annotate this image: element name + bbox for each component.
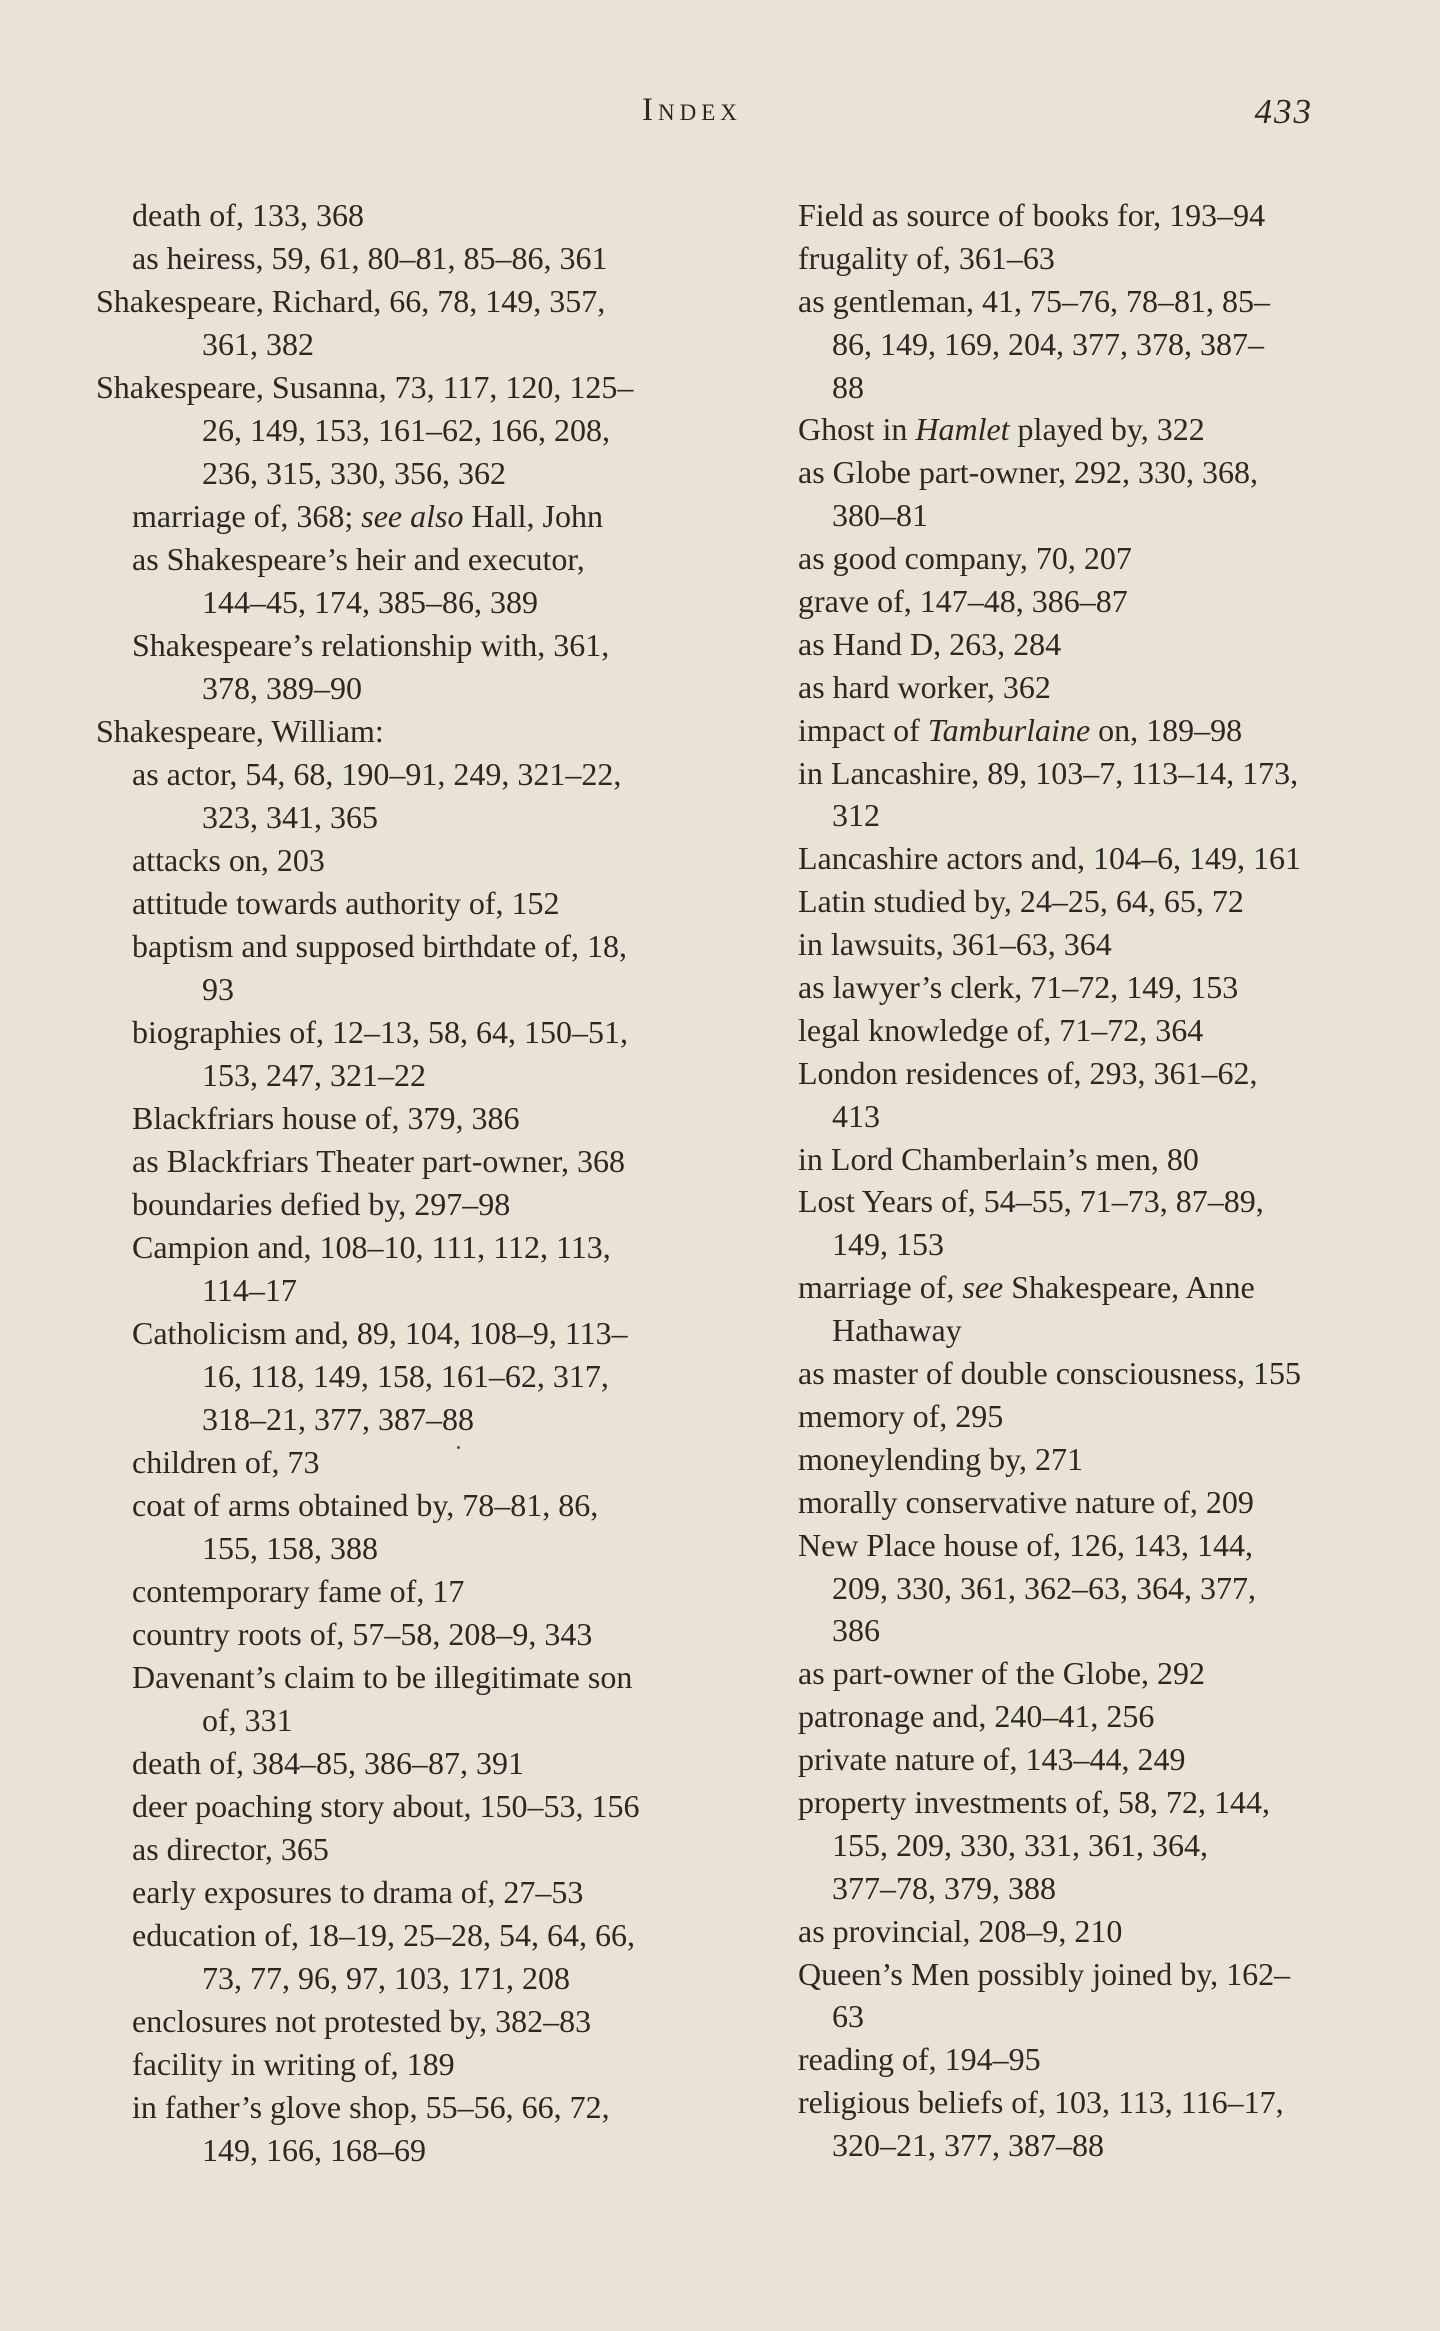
- index-subentry: private nature of, 143–44, 249: [798, 1741, 1186, 1778]
- index-continuation: 380–81: [832, 497, 928, 534]
- index-subentry: Catholicism and, 89, 104, 108–9, 113–: [132, 1315, 628, 1351]
- index-subentry: as part-owner of the Globe, 292: [798, 1655, 1205, 1692]
- index-text: marriage of, 368;: [132, 498, 362, 534]
- index-subentry: property investments of, 58, 72, 144,: [798, 1783, 1270, 1820]
- index-subentry: religious beliefs of, 103, 113, 116–17,: [798, 2084, 1284, 2121]
- index-italic-text: Hamlet: [915, 411, 1010, 448]
- index-continuation: 361, 382: [202, 326, 314, 362]
- index-subentry: Shakespeare’s relationship with, 361,: [132, 627, 610, 663]
- index-continuation: 377–78, 379, 388: [832, 1869, 1056, 1906]
- index-heading: Shakespeare, William:: [96, 713, 384, 749]
- index-text: marriage of,: [798, 1269, 963, 1306]
- index-subentry: as Shakespeare’s heir and executor,: [132, 541, 585, 577]
- index-subentry: Davenant’s claim to be illegitimate son: [132, 1659, 633, 1695]
- index-subentry: country roots of, 57–58, 208–9, 343: [132, 1616, 593, 1652]
- index-subentry: legal knowledge of, 71–72, 364: [798, 1011, 1204, 1048]
- index-subentry: deer poaching story about, 150–53, 156: [132, 1788, 640, 1824]
- index-subentry: baptism and supposed birthdate of, 18,: [132, 928, 628, 964]
- index-continuation: 153, 247, 321–22: [202, 1057, 426, 1093]
- index-subentry: facility in writing of, 189: [132, 2046, 455, 2082]
- index-subentry: in lawsuits, 361–63, 364: [798, 926, 1112, 963]
- index-subentry: New Place house of, 126, 143, 144,: [798, 1526, 1254, 1563]
- index-text: impact of: [798, 711, 928, 748]
- index-subentry: death of, 384–85, 386–87, 391: [132, 1745, 524, 1781]
- index-continuation: 209, 330, 361, 362–63, 364, 377,: [832, 1569, 1256, 1606]
- index-continuation: 155, 209, 330, 331, 361, 364,: [832, 1826, 1208, 1863]
- index-subentry: death of, 133, 368: [132, 197, 364, 233]
- index-text: on, 189–98: [1090, 711, 1243, 748]
- index-subentry: early exposures to drama of, 27–53: [132, 1874, 584, 1910]
- index-heading: Shakespeare, Richard, 66, 78, 149, 357,: [96, 283, 606, 319]
- index-continuation: 320–21, 377, 387–88: [832, 2127, 1104, 2164]
- index-continuation: 86, 149, 169, 204, 377, 378, 387–: [832, 325, 1264, 362]
- index-subentry: education of, 18–19, 25–28, 54, 64, 66,: [132, 1917, 636, 1953]
- index-subentry: as good company, 70, 207: [798, 540, 1132, 577]
- index-subentry: Queen’s Men possibly joined by, 162–: [798, 1955, 1291, 1992]
- index-continuation: 413: [832, 1097, 880, 1134]
- index-text: Ghost in: [798, 411, 916, 448]
- index-subentry: as master of double consciousness, 155: [798, 1355, 1302, 1392]
- index-subentry: memory of, 295: [798, 1397, 1004, 1434]
- print-speck: [457, 1446, 460, 1449]
- index-subentry: as actor, 54, 68, 190–91, 249, 321–22,: [132, 756, 622, 792]
- index-continuation: 386: [832, 1612, 880, 1649]
- index-subentry: as Globe part-owner, 292, 330, 368,: [798, 454, 1258, 491]
- index-subentry: coat of arms obtained by, 78–81, 86,: [132, 1487, 599, 1523]
- index-subentry: moneylending by, 271: [798, 1440, 1083, 1477]
- index-subentry: attacks on, 203: [132, 842, 325, 878]
- index-subentry: grave of, 147–48, 386–87: [798, 583, 1128, 620]
- index-subentry: boundaries defied by, 297–98: [132, 1186, 511, 1222]
- index-subentry: as director, 365: [132, 1831, 329, 1867]
- index-subentry: in Lancashire, 89, 103–7, 113–14, 173,: [798, 754, 1299, 791]
- index-column-left: [96, 194, 696, 2172]
- index-subentry: [762, 1266, 1342, 1309]
- index-subentry: attitude towards authority of, 152: [132, 885, 560, 921]
- index-continuation: 318–21, 377, 387–88: [202, 1401, 474, 1437]
- index-continuation: 236, 315, 330, 356, 362: [202, 455, 506, 491]
- index-subentry: as heiress, 59, 61, 80–81, 85–86, 361: [132, 240, 608, 276]
- index-continuation: 114–17: [202, 1272, 297, 1308]
- index-continuation: 88: [832, 368, 864, 405]
- index-italic-text: see: [962, 1269, 1004, 1306]
- index-subentry: Field as source of books for, 193–94: [798, 197, 1266, 233]
- index-continuation: 16, 118, 149, 158, 161–62, 317,: [202, 1358, 609, 1394]
- index-continuation: 73, 77, 96, 97, 103, 171, 208: [202, 1960, 570, 1996]
- index-subentry: [762, 709, 1342, 752]
- index-subentry: [762, 408, 1342, 451]
- index-subentry: frugality of, 361–63: [798, 239, 1055, 276]
- index-continuation: 323, 341, 365: [202, 799, 378, 835]
- index-text: Hall, John: [463, 498, 603, 534]
- index-continuation: 144–45, 174, 385–86, 389: [202, 584, 538, 620]
- index-subentry: Lancashire actors and, 104–6, 149, 161: [798, 840, 1301, 877]
- index-subentry: in Lord Chamberlain’s men, 80: [798, 1140, 1199, 1177]
- index-italic-text: Tamburlaine: [927, 711, 1091, 748]
- index-subentry: as Hand D, 263, 284: [798, 625, 1062, 662]
- index-subentry: biographies of, 12–13, 58, 64, 150–51,: [132, 1014, 628, 1050]
- index-continuation: 26, 149, 153, 161–62, 166, 208,: [202, 412, 610, 448]
- index-subentry: Blackfriars house of, 379, 386: [132, 1100, 520, 1136]
- index-subentry: London residences of, 293, 361–62,: [798, 1054, 1258, 1091]
- index-subentry: morally conservative nature of, 209: [798, 1483, 1254, 1520]
- running-head-title: Index: [642, 92, 742, 128]
- index-subentry: Latin studied by, 24–25, 64, 65, 72: [798, 883, 1244, 920]
- index-italic-text: see also: [361, 498, 464, 534]
- index-continuation: 155, 158, 388: [202, 1530, 378, 1566]
- index-subentry: as provincial, 208–9, 210: [798, 1912, 1123, 1949]
- index-continuation: 93: [202, 971, 234, 1007]
- index-continuation: 378, 389–90: [202, 670, 362, 706]
- index-continuation: 312: [832, 797, 880, 834]
- index-subentry: reading of, 194–95: [798, 2041, 1041, 2078]
- page-number: 433: [1254, 92, 1313, 131]
- index-text: Shakespeare, Anne: [1003, 1269, 1255, 1306]
- index-subentry: as lawyer’s clerk, 71–72, 149, 153: [798, 969, 1239, 1006]
- index-subentry: [96, 495, 696, 538]
- index-continuation: of, 331: [202, 1702, 293, 1738]
- index-continuation: 149, 153: [832, 1226, 944, 1263]
- index-continuation: Hathaway: [832, 1312, 962, 1349]
- index-continuation: 149, 166, 168–69: [202, 2132, 426, 2168]
- index-subentry: as Blackfriars Theater part-owner, 368: [132, 1143, 626, 1179]
- index-column-right: [762, 194, 1342, 2167]
- index-subentry: as hard worker, 362: [798, 668, 1051, 705]
- index-subentry: in father’s glove shop, 55–56, 66, 72,: [132, 2089, 610, 2125]
- index-text: played by, 322: [1009, 411, 1205, 448]
- index-subentry: Campion and, 108–10, 111, 112, 113,: [132, 1229, 611, 1265]
- index-subentry: contemporary fame of, 17: [132, 1573, 465, 1609]
- running-head: [0, 92, 1440, 142]
- index-heading: Shakespeare, Susanna, 73, 117, 120, 125–: [96, 369, 634, 405]
- index-subentry: children of, 73: [132, 1444, 320, 1480]
- index-subentry: patronage and, 240–41, 256: [798, 1698, 1155, 1735]
- index-subentry: as gentleman, 41, 75–76, 78–81, 85–: [798, 282, 1270, 319]
- index-subentry: Lost Years of, 54–55, 71–73, 87–89,: [798, 1183, 1264, 1220]
- index-continuation: 63: [832, 1998, 864, 2035]
- index-subentry: enclosures not protested by, 382–83: [132, 2003, 592, 2039]
